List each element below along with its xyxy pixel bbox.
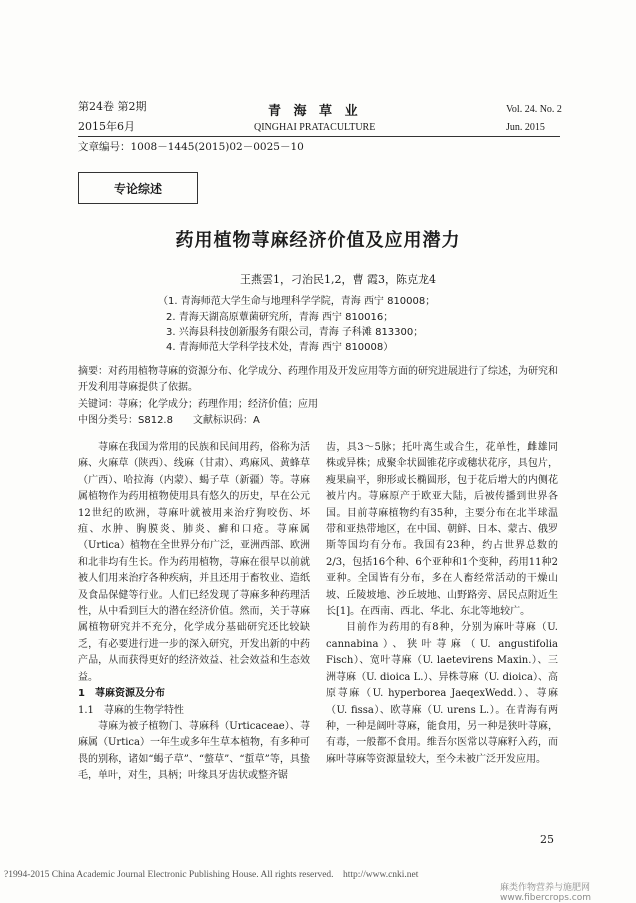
journal-name-cn: 青 海 草 业 — [268, 104, 362, 119]
intro-paragraph: 荨麻在我国为常用的民族和民间用药，俗称为活麻、火麻草（陕西）、线麻（甘肃）、鸡麻风、黄蜂草（广西）、哈拉海（内蒙）、蝎子草（新疆）等。荨麻属植物作为药用植物使用具有悠久的历史，早在公元12世纪的欧洲，荨麻叶就被用来治疗狗咬伤、坏疽、水肿、胸膜炎、肺炎、癣和口疮。荨麻属（Urtica）植物在全世界分布广泛，亚洲西部、欧洲和北非均有生长。作为药用植物，荨麻在很早以前就被人们用来治疗各种疾病，并且还用于畜牧业、造纸及食品保健等行业。人们已经发现了荨麻多种药理活性，从中看到巨大的潜在经济价值。然而，关于荨麻属植物研究并不充分，化学成分基础研究还比较缺乏，有必要进行进一步的深入研究，开发出新的中药产品，从而获得更好的经济效益、社会效益和生态效益。 — [78, 442, 310, 683]
classification: 中图分类号：S812.8 文献标识码：A — [78, 415, 260, 426]
section-heading-1: 1 荨麻资源及分布 — [78, 688, 165, 700]
affiliation-2: 2. 青海天湖高原蕈菌研究所，青海 西宁 810016； — [166, 312, 394, 323]
distribution-paragraph: 齿，具3～5脉；托叶离生或合生，花单性，雌雄同株或异株；成聚伞状圆锥花序或穗状花序，具包片，瘦果扁平，卵形或长椭圆形，包于花后增大的内侧花被片内。荨麻原产于欧亚大陆，后被传播到世界各国。目前荨麻植物约有35种，主要分布在北半球温带和亚热带地区，在中国、朝鲜、日本、蒙古、俄罗斯等国均有分布。我国有23种，约占世界总数的2/3，包括16个种、6个亚种和1个变种，药用11种2亚种。全国皆有分布，多在人畜经常活动的干燥山坡、丘陵坡地、沙丘坡地、山野路旁、居民点附近生长[1]。在西南、西北、华北、东北等地较广。 — [326, 442, 558, 618]
copyright-footer: ?1994-2015 China Academic Journal Electronic Publishing House. All rights reserved. http://www.cnki.net — [4, 870, 419, 880]
affiliation-4: 4. 青海师范大学科学技术处，青海 西宁 810008） — [166, 342, 394, 353]
watermark: 麻类作物营养与施肥网 www.fibercrops.com — [500, 883, 591, 903]
section-label: 专论综述 — [78, 172, 198, 204]
page-number: 25 — [540, 833, 554, 846]
affiliation-3: 3. 兴海县科技创新服务有限公司，青海 子科滩 813300； — [166, 327, 424, 338]
volume-issue: 第24卷 第2期 — [78, 100, 147, 113]
publish-date: 2015年6月 — [78, 120, 135, 133]
author-list: 王燕雲1，刁治民1,2，曹 霞3，陈克龙4 — [240, 273, 436, 286]
abstract: 摘要：对药用植物荨麻的资源分布、化学成分、药理作用及开发应用等方面的研究进展进行了综述，为研究和开发利用荨麻提供了依据。 — [78, 366, 558, 393]
date-en: Jun. 2015 — [506, 122, 545, 133]
volume-en: Vol. 24. No. 2 — [506, 104, 562, 115]
affiliation-1: （1. 青海师范大学生命与地理科学学院，青海 西宁 810008； — [158, 296, 436, 307]
biology-paragraph: 荨麻为被子植物门、荨麻科（Urticaceae）、荨麻属（Urtica）一年生或多年生草本植物，有多种可畏的别称，诸如“蝎子草”、“螫草”、“蜇草”等，具蛰毛，单叶，对生，具柄；叶缘具牙齿状或整齐锯 — [78, 720, 310, 782]
journal-name-en: QINGHAI PRATACULTURE — [254, 122, 376, 133]
article-title: 药用植物荨麻经济价值及应用潜力 — [175, 230, 461, 251]
keywords: 关键词：荨麻；化学成分；药理作用；经济价值；应用 — [78, 399, 318, 410]
species-paragraph: 目前作为药用的有8种，分别为麻叶荨麻（U. cannabina）、狭叶荨麻（U. angustifolia Fisch）、宽叶荨麻（U. laetevirens Maxin.）、三洲荨麻（U. dioica L.）、异株荨麻（U. dioica）、高原荨麻（U. hyperborea JaeqexWedd.）、荨麻（U. fissa）、欧荨麻（U. urens L.）。在青海有两种，一种是阔叶荨麻，能食用，另一种是狭叶荨麻，有毒，一般都不食用。维吾尔医常以荨麻籽入药，而麻叶荨麻等资源量较大，至今未被广泛开发应用。 — [326, 622, 558, 765]
header-rule — [78, 136, 560, 137]
article-number: 文章编号：1008－1445(2015)02－0025－10 — [78, 141, 304, 153]
left-column — [78, 440, 310, 785]
subsection-heading-1-1: 1.1 荨麻的生物学特性 — [78, 704, 184, 716]
right-column — [326, 440, 558, 768]
